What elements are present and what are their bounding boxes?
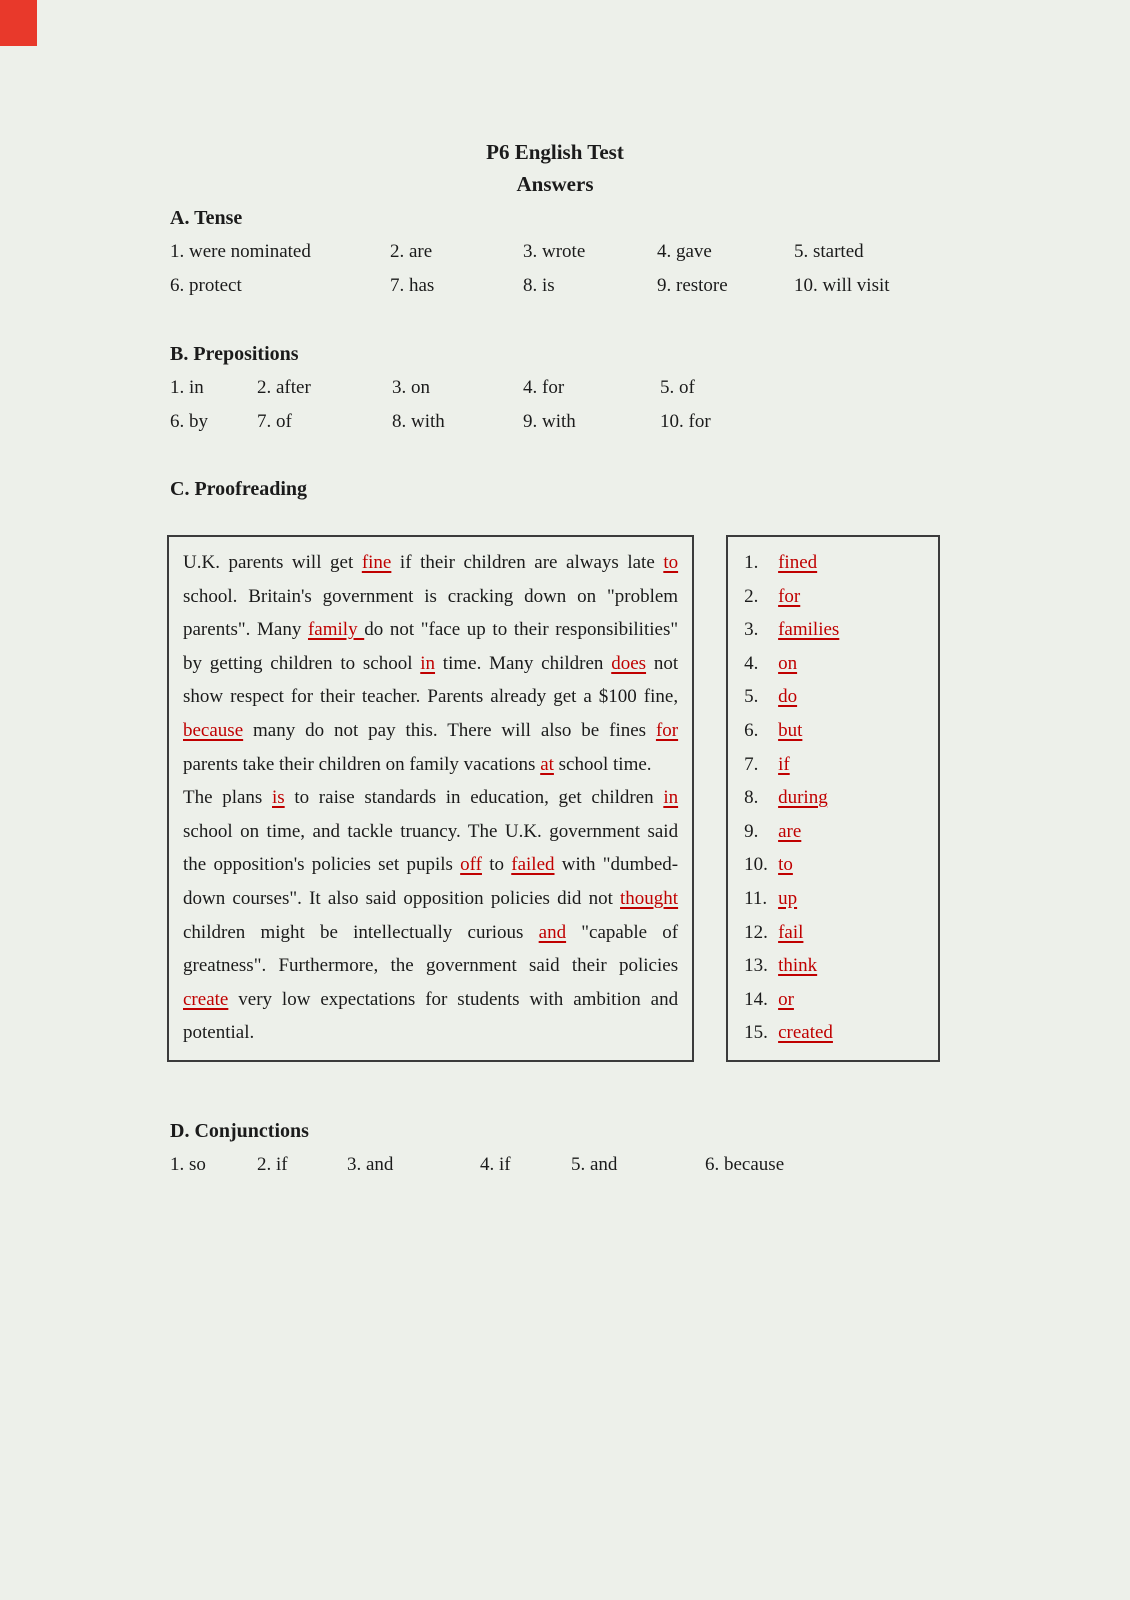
correction-word: up [778,887,798,909]
correction-number: 11. [744,887,768,909]
passage-text: The plans [183,787,272,809]
correction-word: created [778,1022,833,1044]
error-word: does [611,652,647,674]
correction-word: on [778,652,798,674]
error-word: create [183,988,229,1010]
passage-text: to raise standards in education, get children [284,787,664,809]
error-word: thought [620,887,679,909]
correction-word: fined [778,552,818,573]
correction-row [744,647,930,681]
section-proofreading-heading: C. Proofreading [170,478,308,500]
correction-number: 8. [744,787,759,809]
answer-item: 2. after [257,377,311,398]
answer-item: 6. because [705,1153,785,1175]
prepositions-answer-grid [170,371,940,439]
correction-number: 1. [744,552,759,573]
correction-number: 14. [744,988,768,1010]
correction-word: for [778,585,801,607]
correction-word: or [778,988,794,1010]
correction-row [744,748,930,782]
correction-number: 9. [744,820,759,842]
error-word: failed [511,854,555,876]
red-corner-mark [0,0,37,46]
section-tense-heading: A. Tense [170,207,243,229]
answer-item: 3. wrote [523,241,586,262]
passage-text: do not "face up to their responsibilities" by getting children to school [183,619,679,674]
correction-row [744,546,930,580]
passage-text: U.K. parents will get [183,552,362,573]
passage-text: to [481,854,512,876]
passage-text: time. Many children [435,652,612,674]
correction-number: 10. [744,854,768,876]
passage-text: with "dumbed-down courses". It also said opposition policies did not [183,854,679,909]
page-subtitle: Answers [516,172,594,196]
answer-item: 8. is [523,275,555,296]
document-content [170,0,940,1182]
correction-row [744,916,930,950]
section-prepositions-heading: B. Prepositions [170,343,299,365]
passage-text: school on time, and tackle truancy. The U.K. government said the opposition's policies set pupils [183,820,679,876]
correction-row [744,882,930,916]
answer-item: 4. gave [657,241,712,262]
correction-number: 12. [744,921,768,943]
correction-word: think [778,955,818,977]
correction-row [744,949,930,983]
correction-row [744,613,930,647]
passage-text: if their children are always late [391,552,664,573]
passage-text: "capable of greatness". Furthermore, the government said their policies [183,921,679,977]
error-word: and [538,921,567,943]
correction-row [744,815,930,849]
tense-answer-grid [170,235,940,303]
section-conjunctions-heading: D. Conjunctions [170,1119,309,1142]
proofreading-answers-box [726,535,940,1062]
correction-word: during [778,787,828,809]
error-word: family [307,619,365,641]
error-word: is [272,787,285,809]
passage-text: school. Britain's government is cracking down on "problem parents". Many [183,585,679,641]
correction-number: 7. [744,753,759,775]
passage-text: school time. [553,753,652,775]
answer-item: 5. started [794,241,864,262]
error-word: in [420,652,436,674]
answer-item: 9. restore [657,275,728,296]
correction-word: if [778,753,790,775]
page-title: P6 English Test [486,140,624,164]
passage-paragraph [183,781,678,1050]
answer-item: 4. if [480,1153,511,1175]
answer-item: 6. protect [170,275,242,296]
correction-number: 6. [744,719,759,741]
correction-word: do [778,686,798,708]
correction-row [744,848,930,882]
answer-item: 1. were nominated [170,241,311,262]
answer-item: 7. of [257,411,292,432]
correction-number: 13. [744,955,768,977]
error-word: because [183,719,244,741]
correction-word: are [778,820,802,842]
answer-item: 1. in [170,377,204,398]
correction-row [744,580,930,614]
passage-paragraph [183,546,678,781]
answer-item: 9. with [523,411,576,432]
correction-word: to [778,854,793,876]
passage-text: very low expectations for students with ambition and potential. [183,988,679,1044]
error-word: to [663,552,679,573]
answer-item: 10. will visit [794,275,890,296]
answer-item: 8. with [392,411,445,432]
passage-text: children might be intellectually curious [183,921,539,943]
correction-row [744,983,930,1017]
passage-text: parents take their children on family vacations [183,753,541,775]
proofreading-boxes [167,535,940,1062]
answer-item: 5. and [571,1153,618,1175]
answer-item: 2. are [390,241,433,262]
answer-item: 6. by [170,411,208,432]
answer-item: 2. if [257,1153,288,1175]
correction-number: 3. [744,619,759,641]
correction-row [744,1016,930,1050]
passage-text: many do not pay this. There will also be fines [243,719,656,741]
passage-text: not show respect for their teacher. Parents already get a $100 fine, [183,652,679,708]
correction-number: 15. [744,1022,768,1044]
correction-word: fail [778,921,804,943]
answer-item: 5. of [660,377,695,398]
answer-item: 4. for [523,377,565,398]
error-word: in [663,787,679,809]
correction-number: 2. [744,585,759,607]
answer-item: 7. has [390,275,435,296]
correction-row [744,714,930,748]
answer-item: 3. on [392,377,430,398]
correction-row [744,781,930,815]
error-word: off [460,854,482,876]
correction-number: 5. [744,686,759,708]
correction-word: but [778,719,803,741]
answer-item: 10. for [660,411,711,432]
correction-number: 4. [744,652,759,674]
conjunctions-answer-grid [170,1148,940,1182]
answer-item: 1. so [170,1153,206,1175]
correction-word: families [778,619,840,641]
error-word: for [655,719,679,741]
error-word: fine [361,552,392,573]
correction-row [744,680,930,714]
proofreading-passage-box [167,535,694,1062]
error-word: at [540,753,554,775]
answer-item: 3. and [347,1153,394,1175]
